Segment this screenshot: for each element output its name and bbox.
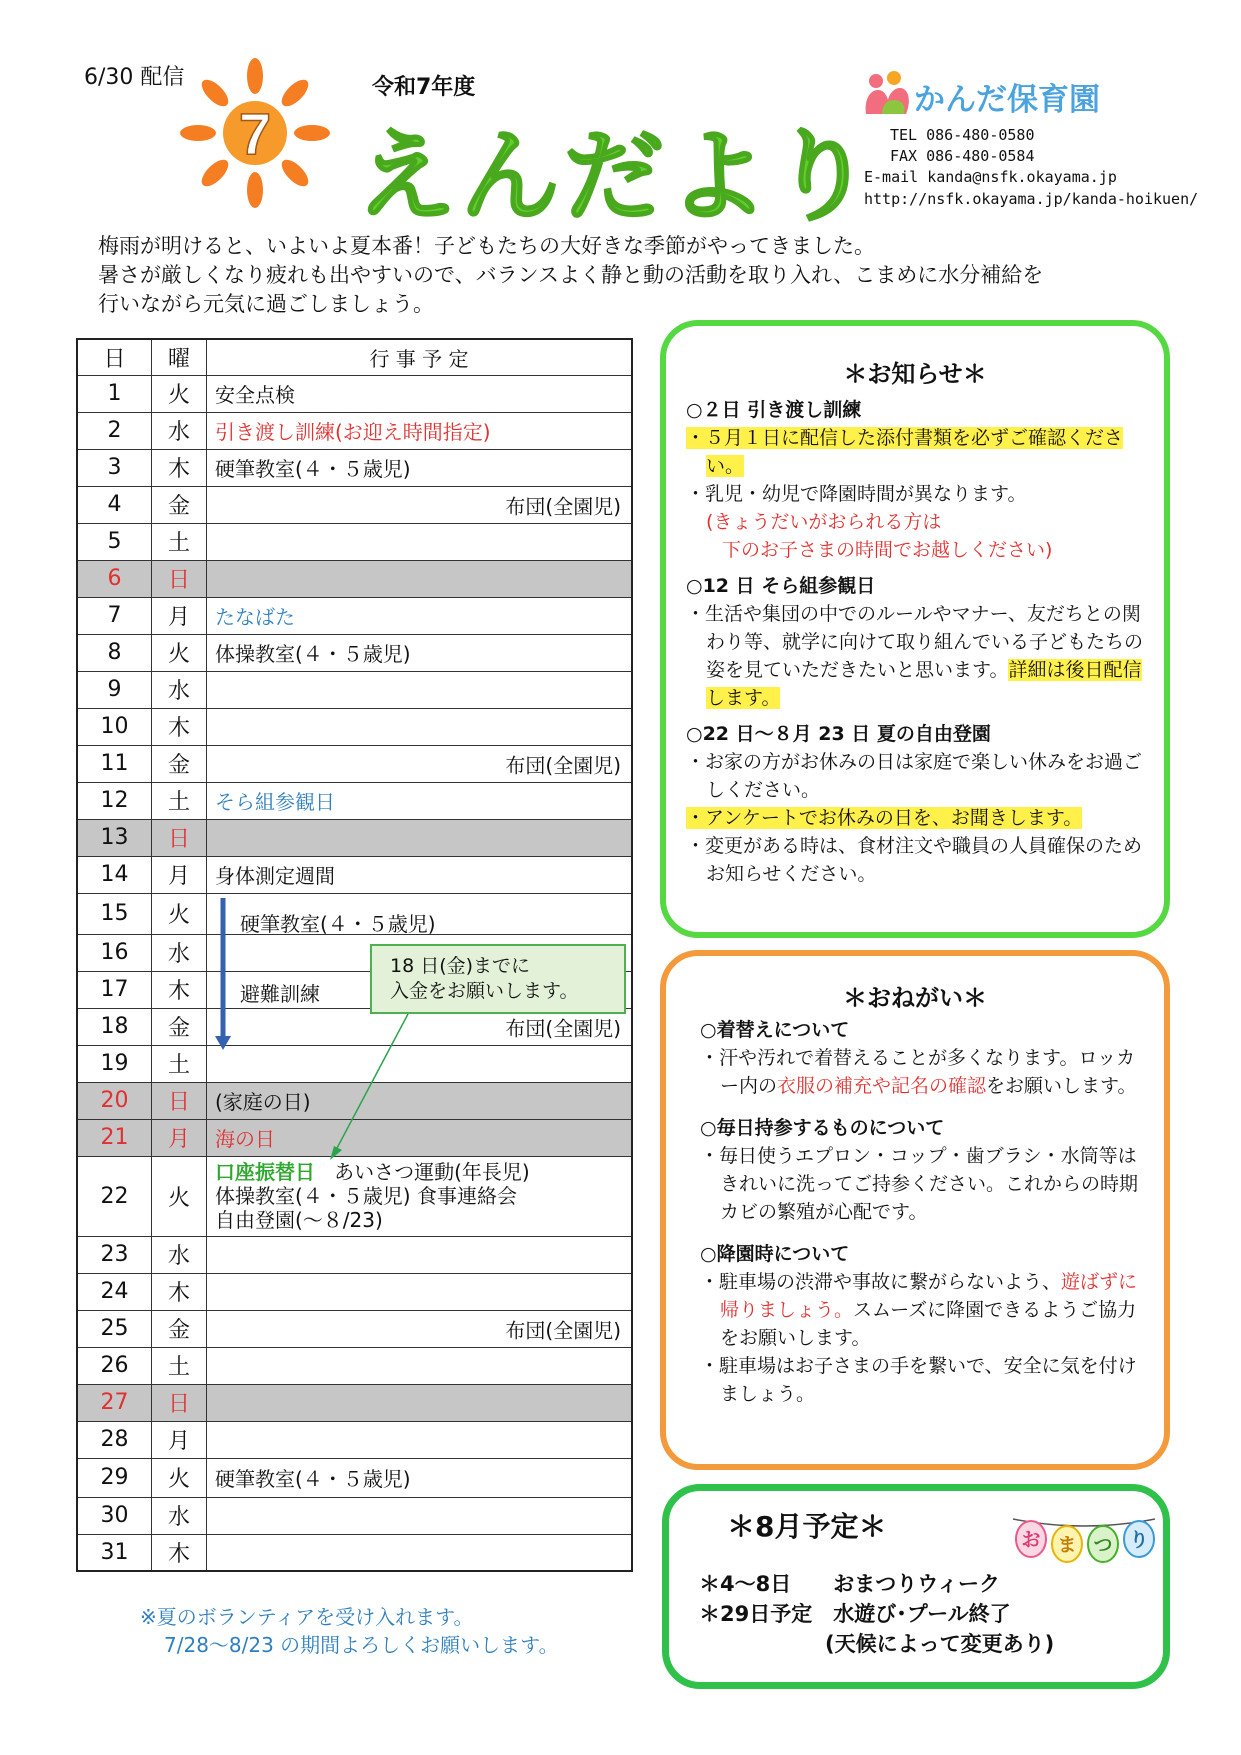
table-row-holiday (77, 1119, 632, 1156)
event-cell (207, 486, 633, 523)
notice-item (686, 804, 1152, 832)
request-item-text: スムーズに降園できるようご協力をお願いします。 (720, 1299, 1137, 1349)
day-cell: 30 (77, 1497, 152, 1534)
day-cell: 16 (77, 934, 152, 971)
weekday-cell: 金 (152, 1310, 207, 1347)
request-item-text: ・駐車場の渋滞や事故に繋がらないよう、 (700, 1271, 1062, 1293)
table-row (77, 449, 632, 486)
event-cell (207, 1236, 633, 1273)
notice-item-text: ・アンケートでお休みの日を、お聞きします。 (686, 807, 1083, 829)
table-row (77, 1347, 632, 1384)
event-text: 布団(全園児) (505, 1318, 621, 1342)
day-cell: 11 (77, 745, 152, 782)
intro-line: 行いながら元気に過ごしましょう。 (98, 292, 434, 316)
event-text: 安全点検 (215, 383, 295, 407)
event-cell (207, 1458, 633, 1497)
notice-item-highlight: 詳細は後日配信します。 (706, 659, 1142, 709)
day-cell: 21 (77, 1119, 152, 1156)
event-text: 布団(全園児) (505, 1016, 621, 1040)
svg-text:お: お (1021, 1529, 1041, 1551)
event-text: あいさつ運動(年長児) (334, 1160, 530, 1184)
day-cell: 26 (77, 1347, 152, 1384)
request-item (700, 1044, 1152, 1100)
weekday-cell: 木 (152, 708, 207, 745)
event-text: 布団(全園児) (505, 753, 621, 777)
event-cell (207, 560, 633, 597)
day-cell: 24 (77, 1273, 152, 1310)
weekday-cell: 日 (152, 560, 207, 597)
notice-item: ・変更がある時は、食材注文や職員の人員確保のためお知らせください。 (686, 835, 1143, 885)
event-text: 体操教室(４・５歳児) (215, 642, 411, 666)
table-row (77, 412, 632, 449)
event-text: 身体測定週間 (215, 864, 335, 888)
notice-item: ・お家の方がお休みの日は家庭で楽しい休みをお過ごしください。 (686, 751, 1143, 801)
table-row-holiday (77, 819, 632, 856)
august-title: ＊8月予定＊ (727, 1510, 887, 1543)
event-text: 引き渡し訓練(お迎え時間指定) (215, 420, 491, 444)
weekday-cell: 月 (152, 597, 207, 634)
notice-item (686, 600, 1152, 712)
table-row (77, 634, 632, 671)
lantern (1052, 1526, 1082, 1562)
weekday-cell: 金 (152, 486, 207, 523)
table-row (77, 1045, 632, 1082)
event-text: (家庭の日) (215, 1090, 311, 1114)
weekday-cell: 木 (152, 449, 207, 486)
weekday-cell: 水 (152, 1497, 207, 1534)
table-row-holiday (77, 1082, 632, 1119)
notice-section-head: ○12 日 そら組参観日 (686, 575, 876, 597)
event-cell (207, 1421, 633, 1458)
sun-icon (180, 58, 330, 208)
event-cell (207, 671, 633, 708)
weekday-cell: 日 (152, 1384, 207, 1421)
weekday-cell: 火 (152, 634, 207, 671)
event-cell (207, 523, 633, 560)
table-row (77, 856, 632, 893)
notice-section-head: ○22 日～８月 23 日 夏の自由登園 (686, 723, 991, 745)
newsletter-title: えんだより (356, 118, 876, 235)
weekday-cell: 日 (152, 819, 207, 856)
weekday-cell: 土 (152, 1045, 207, 1082)
day-cell: 13 (77, 819, 152, 856)
event-text: 硬筆教室(４・５歳児) (215, 1467, 411, 1491)
table-row (77, 1497, 632, 1534)
table-row (77, 1421, 632, 1458)
request-title: ＊おねがい＊ (843, 984, 987, 1012)
notice-item (686, 424, 1152, 480)
table-row (77, 597, 632, 634)
notice-item: ・乳児・幼児で降園時間が異なります。 (686, 483, 1027, 505)
table-row (77, 486, 632, 523)
header-weekday: 曜 (152, 339, 207, 375)
svg-text:つ: つ (1093, 1534, 1113, 1556)
volunteer-line: ※夏のボランティアを受け入れます。 (140, 1605, 474, 1629)
volunteer-note (140, 1603, 559, 1659)
august-item: ＊29日予定 水遊び･プール終了 (699, 1602, 1011, 1626)
weekday-cell: 土 (152, 523, 207, 560)
event-cell (207, 597, 633, 634)
notice-item-text: ・生活や集団の中でのルールやマナー、友だちとの関わり等、就学に向けて取り組んでいる子どもたちの姿を見ていただきたいと思います。 (686, 603, 1144, 681)
day-cell: 17 (77, 971, 152, 1008)
event-cell (207, 1045, 633, 1082)
weekday-cell: 水 (152, 934, 207, 971)
org-logo (862, 70, 1122, 120)
day-cell: 27 (77, 1384, 152, 1421)
weekday-cell: 水 (152, 671, 207, 708)
day-cell: 19 (77, 1045, 152, 1082)
notice-item-text: ・５月１日に配信した添付書類を必ずご確認ください。 (686, 427, 1124, 477)
notice-item-note: 下のお子さまの時間でお越しください) (722, 539, 1053, 561)
table-row (77, 745, 632, 782)
notice-box (660, 320, 1170, 938)
table-row-holiday (77, 560, 632, 597)
event-cell (207, 745, 633, 782)
table-row (77, 1273, 632, 1310)
fiscal-year: 令和7年度 (372, 75, 476, 100)
weekday-cell: 月 (152, 856, 207, 893)
weekday-cell: 火 (152, 1156, 207, 1236)
weekday-cell: 金 (152, 1008, 207, 1045)
event-cell (207, 1384, 633, 1421)
notice-section-head: ○２日 引き渡し訓練 (686, 399, 862, 421)
day-cell: 20 (77, 1082, 152, 1119)
day-cell: 4 (77, 486, 152, 523)
weekday-cell: 水 (152, 412, 207, 449)
range-event-calligraphy: 硬筆教室(４・５歳児) (240, 912, 436, 936)
request-item: ・毎日使うエプロン・コップ・歯ブラシ・水筒等はきれいに洗ってご持参ください。これからの時期カビの繁殖が心配です。 (700, 1145, 1139, 1223)
event-text: 布団(全園児) (505, 494, 621, 518)
table-row (77, 375, 632, 412)
email-address[interactable]: E-mail kanda@nsfk.okayama.jp (864, 168, 1117, 186)
weekday-cell: 水 (152, 1236, 207, 1273)
event-cell (207, 782, 633, 819)
table-header-row (77, 339, 632, 375)
table-row (77, 1458, 632, 1497)
request-item-text: ・汗や汚れで着替えることが多くなります。ロッカー内の (700, 1047, 1136, 1097)
weekday-cell: 月 (152, 1421, 207, 1458)
day-cell: 2 (77, 412, 152, 449)
request-section-head: ○毎日持参するものについて (700, 1117, 945, 1139)
weekday-cell: 火 (152, 375, 207, 412)
table-row-holiday (77, 1384, 632, 1421)
weekday-cell: 土 (152, 1347, 207, 1384)
intro-line: 梅雨が明けると、いよいよ夏本番！子どもたちの大好きな季節がやってきました。 (98, 234, 875, 258)
day-cell: 22 (77, 1156, 152, 1236)
notice-item-note: (きょうだいがおられる方は (706, 511, 942, 533)
fax-number: FAX 086-480-0584 (890, 147, 1035, 165)
table-row (77, 1310, 632, 1347)
day-cell: 10 (77, 708, 152, 745)
day-cell: 5 (77, 523, 152, 560)
month-number: 7 (238, 102, 272, 167)
event-cell (207, 375, 633, 412)
payment-reminder-callout (370, 944, 626, 1014)
request-item-text: をお願いします。 (986, 1075, 1137, 1097)
table-row (77, 671, 632, 708)
request-section-head: ○着替えについて (700, 1019, 850, 1041)
request-body (700, 1016, 1152, 1408)
event-cell (207, 708, 633, 745)
day-cell: 28 (77, 1421, 152, 1458)
august-item: ＊4～8日 おまつりウィーク (699, 1572, 1000, 1596)
table-row (77, 1534, 632, 1571)
event-cell (207, 1310, 633, 1347)
day-cell: 1 (77, 375, 152, 412)
event-cell (207, 1156, 633, 1236)
day-cell: 6 (77, 560, 152, 597)
intro-message (98, 232, 1158, 319)
request-item-emphasis: 衣服の補充や記名の確認 (777, 1075, 987, 1097)
weekday-cell: 木 (152, 971, 207, 1008)
account-transfer-label: 口座振替日 (215, 1160, 315, 1184)
day-cell: 12 (77, 782, 152, 819)
event-cell (207, 1119, 633, 1156)
delivery-date: 6/30 配信 (84, 65, 185, 90)
request-section-head: ○降園時について (700, 1243, 850, 1265)
event-cell (207, 412, 633, 449)
festival-lanterns-icon (1009, 1511, 1159, 1569)
weekday-cell: 木 (152, 1534, 207, 1571)
header-day: 日 (77, 339, 152, 375)
org-name: かんだ保育園 (914, 82, 1100, 118)
event-cell (207, 1347, 633, 1384)
august-schedule-box (662, 1484, 1170, 1689)
august-item: (天候によって変更あり) (699, 1632, 1055, 1656)
weekday-cell: 火 (152, 1458, 207, 1497)
table-row (77, 708, 632, 745)
day-cell: 14 (77, 856, 152, 893)
table-row (77, 1236, 632, 1273)
event-cell (207, 819, 633, 856)
day-cell: 25 (77, 1310, 152, 1347)
weekday-cell: 木 (152, 1273, 207, 1310)
event-cell (207, 1082, 633, 1119)
august-body (699, 1569, 1054, 1659)
weekday-cell: 火 (152, 893, 207, 934)
event-text: そら組参観日 (215, 790, 335, 814)
header-event: 行 事 予 定 (207, 339, 633, 375)
table-row (77, 1156, 632, 1236)
callout-line: 18 日(金)までに (390, 955, 531, 977)
svg-text:ま: ま (1057, 1534, 1077, 1556)
weekday-cell: 日 (152, 1082, 207, 1119)
phone-number: TEL 086-480-0580 (890, 126, 1035, 144)
website-url[interactable]: http://nsfk.okayama.jp/kanda-hoikuen/ (864, 190, 1199, 208)
weekday-cell: 金 (152, 745, 207, 782)
day-cell: 18 (77, 1008, 152, 1045)
event-text: 硬筆教室(４・５歳児) (215, 457, 411, 481)
day-cell: 31 (77, 1534, 152, 1571)
day-cell: 15 (77, 893, 152, 934)
range-event-evacuation-drill: 避難訓練 (240, 978, 320, 1007)
day-cell: 3 (77, 449, 152, 486)
notice-body (686, 396, 1152, 888)
svg-text:り: り (1129, 1529, 1149, 1551)
volunteer-line: 7/28～8/23 の期間よろしくお願いします。 (164, 1633, 559, 1657)
table-row (77, 523, 632, 560)
request-item: ・駐車場はお子さまの手を繋いで、安全に気を付けましょう。 (700, 1355, 1137, 1405)
request-box (660, 950, 1170, 1470)
event-cell (207, 1497, 633, 1534)
callout-line: 入金をお願いします。 (390, 980, 579, 1002)
intro-line: 暑さが厳しくなり疲れも出やすいので、バランスよく静と動の活動を取り入れ、こまめに水分補給を (98, 263, 1044, 287)
request-item (700, 1268, 1152, 1352)
event-text: たなばた (215, 605, 295, 629)
notice-title: ＊お知らせ＊ (843, 360, 987, 388)
lantern (1088, 1526, 1118, 1562)
weekday-cell: 月 (152, 1119, 207, 1156)
day-cell: 9 (77, 671, 152, 708)
event-cell (207, 1273, 633, 1310)
request-item-emphasis: 遊ばずに帰りましょう。 (720, 1271, 1138, 1321)
day-cell: 29 (77, 1458, 152, 1497)
day-cell: 7 (77, 597, 152, 634)
event-cell (207, 1534, 633, 1571)
table-row (77, 782, 632, 819)
event-cell (207, 449, 633, 486)
day-cell: 8 (77, 634, 152, 671)
weekday-cell: 土 (152, 782, 207, 819)
event-text: 自由登園(～８/23) (215, 1208, 383, 1232)
event-cell (207, 634, 633, 671)
event-text: 海の日 (215, 1127, 275, 1151)
lantern (1016, 1521, 1046, 1557)
day-cell: 23 (77, 1236, 152, 1273)
event-cell (207, 856, 633, 893)
family-logo-icon (862, 70, 914, 120)
lantern (1124, 1521, 1154, 1557)
event-text: 体操教室(４・５歳児) 食事連絡会 (215, 1184, 517, 1208)
